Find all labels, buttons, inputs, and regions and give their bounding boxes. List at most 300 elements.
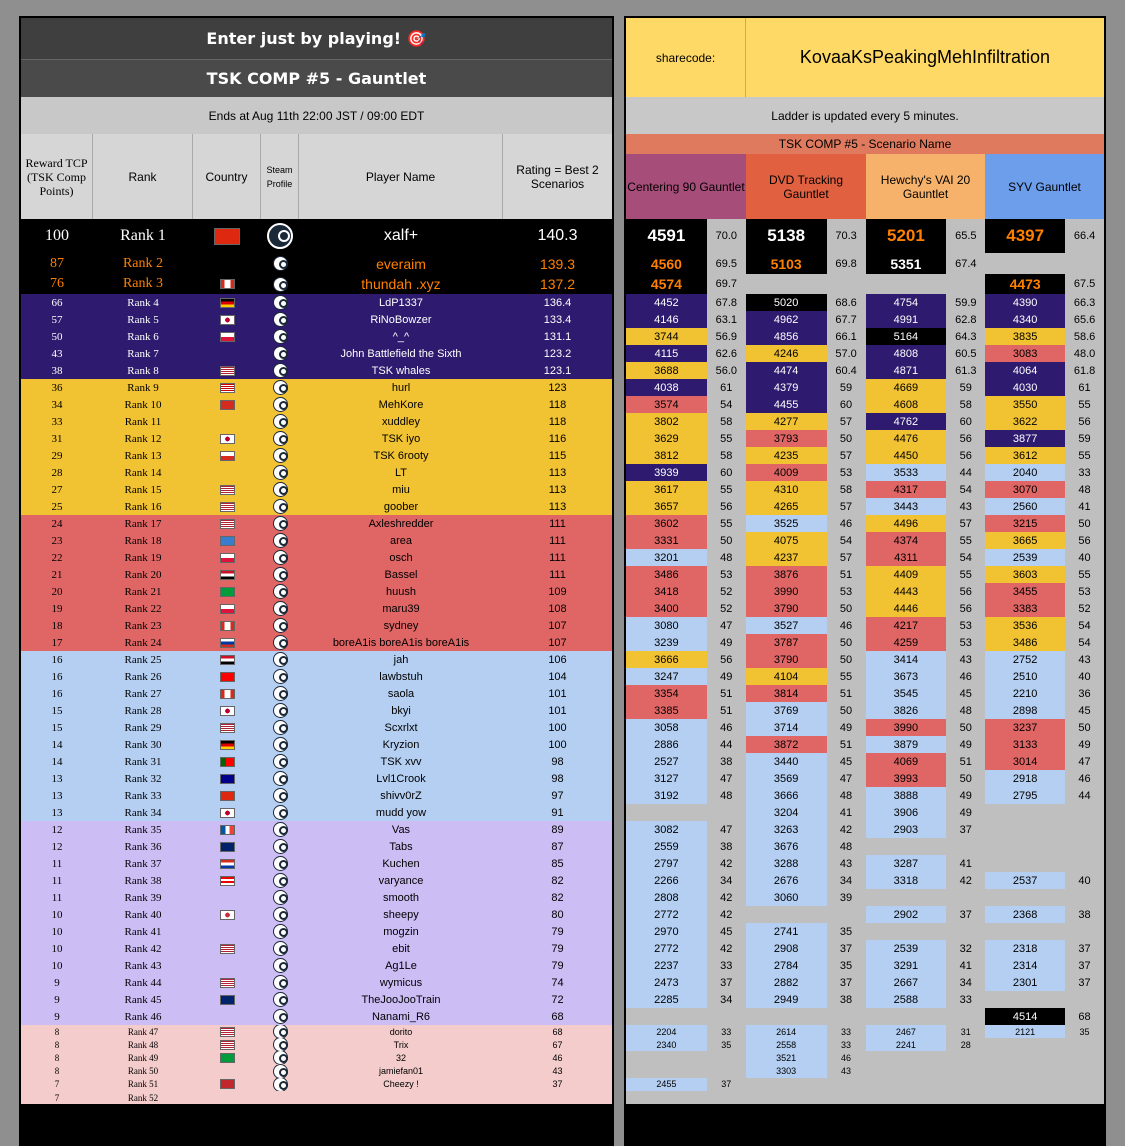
scenario-points (1065, 1091, 1104, 1104)
steam-icon[interactable] (273, 363, 288, 378)
scenario-score (985, 889, 1065, 906)
steam-icon[interactable] (273, 941, 288, 956)
rating: 89 (551, 823, 564, 836)
table-row (21, 770, 612, 787)
rating: 140.3 (537, 227, 578, 244)
player-name[interactable]: mogzin (383, 925, 419, 938)
steam-icon[interactable] (273, 312, 288, 327)
scenario-points: 33 (707, 1025, 746, 1038)
steam-cell (261, 668, 299, 685)
flag-icon (220, 995, 235, 1005)
scenario-points: 41 (946, 957, 985, 974)
steam-icon[interactable] (273, 482, 288, 497)
country-cell (193, 889, 261, 906)
steam-icon[interactable] (273, 669, 288, 684)
scenario-score: 4235 (746, 447, 827, 464)
scenario-points (1065, 1038, 1104, 1051)
flag-icon (220, 502, 235, 512)
steam-icon[interactable] (273, 533, 288, 548)
steam-icon[interactable] (273, 1038, 288, 1051)
scenario-points: 59 (827, 379, 866, 396)
reward-tcp: 66 (51, 296, 63, 309)
player-name[interactable]: mudd yow (375, 806, 427, 819)
player-name[interactable]: John Battlefield the Sixth (340, 347, 462, 360)
reward-tcp: 50 (51, 330, 63, 343)
score-row (626, 464, 1104, 481)
player-name[interactable]: 32 (395, 1052, 406, 1063)
table-row (21, 991, 612, 1008)
rank: Rank 50 (127, 1066, 159, 1077)
player-name[interactable]: Bassel (384, 568, 418, 581)
scenario-score: 4474 (746, 362, 827, 379)
scenario-points: 47 (707, 821, 746, 838)
steam-icon[interactable] (273, 601, 288, 616)
scenario-score: 2949 (746, 991, 827, 1008)
reward-tcp: 7 (54, 1079, 60, 1090)
steam-icon[interactable] (273, 686, 288, 701)
scenario-score: 4115 (626, 345, 707, 362)
table-row (21, 447, 612, 464)
player-name[interactable]: xuddley (382, 415, 420, 428)
rank: Rank 36 (124, 840, 162, 853)
scenario-points: 55 (707, 515, 746, 532)
steam-icon[interactable] (273, 277, 288, 292)
country-cell (193, 498, 261, 515)
player-name[interactable]: hurl (391, 381, 411, 394)
table-row (21, 345, 612, 362)
scenario-score: 4217 (866, 617, 947, 634)
scenario-score: 4455 (746, 396, 827, 413)
rank: Rank 38 (124, 874, 162, 887)
player-name[interactable]: everaim (376, 255, 426, 272)
scenario-points: 57 (946, 515, 985, 532)
player-name[interactable]: TSK xvv (380, 755, 422, 768)
player-name[interactable]: area (389, 534, 413, 547)
flag-icon (220, 876, 235, 886)
steam-cell (261, 770, 299, 787)
scenario-score (746, 274, 827, 294)
steam-icon[interactable] (273, 924, 288, 939)
reward-tcp: 7 (54, 1092, 60, 1103)
scenario-points: 54 (707, 396, 746, 413)
country-cell (193, 787, 261, 804)
steam-icon[interactable] (273, 448, 288, 463)
flag-icon (220, 553, 235, 563)
score-row (626, 379, 1104, 396)
reward-tcp: 21 (51, 568, 63, 581)
scenario-score (866, 889, 947, 906)
player-name[interactable]: ebit (392, 942, 410, 955)
rank: Rank 29 (124, 721, 162, 734)
steam-icon[interactable] (273, 720, 288, 735)
scenario-points: 63.1 (707, 311, 746, 328)
scenario-score: 3287 (866, 855, 947, 872)
player-name[interactable]: jamiefan01 (378, 1066, 424, 1077)
steam-cell (261, 787, 299, 804)
player-name[interactable]: TSK whales (371, 364, 431, 377)
scenario-score: 3486 (626, 566, 707, 583)
player-name[interactable]: osch (389, 551, 413, 564)
player-name[interactable]: xalf+ (383, 227, 419, 244)
steam-cell (261, 274, 299, 294)
score-row (626, 991, 1104, 1008)
score-row (626, 753, 1104, 770)
country-cell (193, 219, 261, 253)
player-name[interactable]: miu (392, 483, 410, 496)
scenario-points (946, 923, 985, 940)
scenario-points: 55 (946, 566, 985, 583)
rank: Rank 18 (124, 534, 162, 547)
steam-icon[interactable] (273, 805, 288, 820)
steam-icon[interactable] (273, 380, 288, 395)
score-row (626, 311, 1104, 328)
steam-icon[interactable] (273, 397, 288, 412)
scenario-points (946, 838, 985, 855)
steam-icon[interactable] (273, 856, 288, 871)
scenario-score: 2241 (866, 1038, 947, 1051)
scenario-score: 3525 (746, 515, 827, 532)
scenario-score: 3083 (985, 345, 1065, 362)
flag-icon (220, 434, 235, 444)
player-name[interactable]: Nanami_R6 (371, 1010, 431, 1023)
rating: 133.4 (543, 313, 572, 326)
flag-icon (220, 485, 235, 495)
rating: 136.4 (543, 296, 572, 309)
rank: Rank 26 (124, 670, 162, 683)
scenario-points: 55 (946, 532, 985, 549)
rating: 113 (548, 500, 567, 513)
country-cell (193, 872, 261, 889)
scenario-points: 51 (946, 753, 985, 770)
scenario-points: 70.3 (827, 219, 866, 253)
reward-tcp: 87 (50, 255, 64, 271)
rank: Rank 5 (127, 313, 159, 326)
player-name[interactable]: Vas (391, 823, 411, 836)
table-row (21, 464, 612, 481)
table-row (21, 515, 612, 532)
steam-cell (261, 294, 299, 311)
player-name[interactable]: wymicus (379, 976, 423, 989)
scenario-points: 67.7 (827, 311, 866, 328)
reward-tcp: 11 (51, 857, 63, 870)
player-name[interactable]: saola (387, 687, 415, 700)
scenario-score (985, 804, 1065, 821)
rank: Rank 28 (124, 704, 162, 717)
scenario-score: 3888 (866, 787, 947, 804)
scenario-score: 2121 (985, 1025, 1065, 1038)
scenario-score: 3877 (985, 430, 1065, 447)
col-steam: Steam Profile (261, 134, 299, 219)
player-name[interactable]: boreA1is boreA1is boreA1is (332, 636, 470, 649)
player-name[interactable]: LdP1337 (378, 296, 424, 309)
steam-icon[interactable] (273, 992, 288, 1007)
player-name[interactable]: smooth (382, 891, 420, 904)
reward-tcp: 11 (51, 891, 63, 904)
scenario-points: 33 (827, 1038, 866, 1051)
steam-icon[interactable] (273, 550, 288, 565)
steam-icon[interactable] (273, 907, 288, 922)
scenario-points: 59 (946, 379, 985, 396)
rank: Rank 40 (124, 908, 162, 921)
player-name[interactable]: TSK iyo (381, 432, 421, 445)
steam-cell (261, 1091, 299, 1104)
score-row (626, 957, 1104, 974)
player-name[interactable]: huush (386, 585, 416, 598)
sharecode-label: sharecode: (626, 18, 746, 97)
steam-icon[interactable] (273, 618, 288, 633)
player-name[interactable]: goober (383, 500, 419, 513)
steam-icon[interactable] (273, 754, 288, 769)
reward-tcp: 25 (51, 500, 63, 513)
steam-icon[interactable] (273, 346, 288, 361)
steam-icon[interactable] (273, 839, 288, 854)
steam-icon[interactable] (273, 737, 288, 752)
rating: 108 (548, 602, 567, 615)
scenario-points: 53 (827, 583, 866, 600)
scenario-score: 4591 (626, 219, 707, 253)
player-name[interactable]: dorito (389, 1026, 413, 1037)
scenario-points (827, 1078, 866, 1091)
scenario-score: 4496 (866, 515, 947, 532)
reward-tcp: 8 (54, 1066, 60, 1077)
scenario-points: 65.5 (946, 219, 985, 253)
steam-icon[interactable] (267, 223, 293, 249)
player-name[interactable]: maru39 (382, 602, 420, 615)
scenario-score: 3354 (626, 685, 707, 702)
steam-icon[interactable] (273, 567, 288, 582)
scenario-points: 62.6 (707, 345, 746, 362)
player-name[interactable]: Trix (393, 1039, 409, 1050)
steam-icon[interactable] (273, 635, 288, 650)
scenario-score: 2808 (626, 889, 707, 906)
rank: Rank 23 (124, 619, 162, 632)
reward-tcp: 28 (51, 466, 63, 479)
score-row (626, 253, 1104, 274)
player-name[interactable]: ^_^ (392, 330, 410, 343)
reward-tcp: 33 (51, 415, 63, 428)
end-date: Ends at Aug 11th 22:00 JST / 09:00 EDT (21, 97, 612, 134)
scenario-score: 2908 (746, 940, 827, 957)
player-name[interactable]: jah (393, 653, 409, 666)
scenario-points: 43 (946, 651, 985, 668)
scenario-score (985, 1065, 1065, 1078)
steam-cell (261, 430, 299, 447)
player-name[interactable]: Tabs (389, 840, 413, 853)
steam-icon[interactable] (273, 975, 288, 990)
player-name[interactable]: TSK 6rooty (373, 449, 429, 462)
player-name[interactable]: thundah .xyz (361, 276, 441, 292)
player-name[interactable]: shivv0rZ (380, 789, 422, 802)
player-name[interactable]: Cheezy ! (383, 1079, 419, 1090)
flag-icon (220, 910, 235, 920)
steam-icon[interactable] (273, 1025, 288, 1038)
rating: 43 (552, 1066, 563, 1077)
rating: 116 (548, 432, 567, 445)
scenario-score: 3569 (746, 770, 827, 787)
flag-icon (220, 808, 235, 818)
steam-icon[interactable] (273, 414, 288, 429)
player-name[interactable]: MehKore (378, 398, 424, 411)
score-row (626, 838, 1104, 855)
scenario-score: 4379 (746, 379, 827, 396)
scenario-col-3: Hewchy's VAI 20 Gauntlet (866, 154, 985, 219)
steam-icon[interactable] (273, 1065, 288, 1078)
steam-icon[interactable] (273, 499, 288, 514)
steam-icon[interactable] (273, 1078, 288, 1091)
scenario-score: 3414 (866, 651, 947, 668)
scenario-score: 2340 (626, 1038, 707, 1051)
scenario-points: 60 (827, 396, 866, 413)
steam-icon[interactable] (273, 958, 288, 973)
scenario-points: 56.0 (707, 362, 746, 379)
scenario-points: 50 (1065, 719, 1104, 736)
player-name[interactable]: Kryzion (382, 738, 420, 751)
score-row (626, 804, 1104, 821)
scenario-points: 37 (707, 1078, 746, 1091)
rating: 82 (551, 891, 564, 904)
scenario-score (866, 923, 947, 940)
player-name[interactable]: Scxrlxt (384, 721, 418, 734)
reward-tcp: 31 (51, 432, 63, 445)
scenario-score: 2614 (746, 1025, 827, 1038)
sharecode-value[interactable]: KovaaKsPeakingMehInfiltration (746, 18, 1104, 97)
rating: 79 (551, 959, 564, 972)
rank: Rank 32 (124, 772, 162, 785)
scenario-points: 70.0 (707, 219, 746, 253)
scenario-score: 4452 (626, 294, 707, 311)
scenario-points: 47 (707, 770, 746, 787)
country-cell (193, 906, 261, 923)
rating (503, 1091, 612, 1104)
steam-icon[interactable] (273, 1051, 288, 1064)
table-row (21, 668, 612, 685)
steam-icon[interactable] (273, 256, 288, 271)
steam-cell (261, 219, 299, 253)
steam-icon[interactable] (273, 873, 288, 888)
player-name[interactable]: sheepy (383, 908, 419, 921)
scenario-points: 49 (707, 668, 746, 685)
steam-cell (261, 923, 299, 940)
scenario-points: 47 (707, 617, 746, 634)
rating: 123 (548, 381, 567, 394)
scenario-score (985, 855, 1065, 872)
player-name[interactable]: Ag1Le (385, 959, 417, 972)
scenario-points: 42 (707, 855, 746, 872)
rating: 137.2 (539, 276, 576, 292)
player-name[interactable] (299, 1091, 503, 1104)
scenario-score: 3790 (746, 651, 827, 668)
player-name[interactable]: Kuchen (382, 857, 420, 870)
scenario-score: 2266 (626, 872, 707, 889)
country-cell (193, 821, 261, 838)
rank: Rank 7 (127, 347, 159, 360)
player-name[interactable]: varyance (378, 874, 424, 887)
score-row (626, 294, 1104, 311)
country-cell (193, 1078, 261, 1091)
scenario-score: 2467 (866, 1025, 947, 1038)
rating: 104 (548, 670, 567, 683)
scenario-score: 3612 (985, 447, 1065, 464)
rating: 100 (548, 738, 567, 751)
reward-tcp: 9 (54, 993, 60, 1006)
table-row (21, 821, 612, 838)
steam-icon[interactable] (273, 652, 288, 667)
player-name[interactable]: lawbstuh (379, 670, 423, 683)
steam-icon[interactable] (273, 295, 288, 310)
scenario-score (985, 1051, 1065, 1064)
steam-cell (261, 906, 299, 923)
steam-icon[interactable] (273, 822, 288, 837)
scenario-score: 3288 (746, 855, 827, 872)
scenario-points: 50 (827, 600, 866, 617)
steam-icon[interactable] (273, 1009, 288, 1024)
scenario-score: 4310 (746, 481, 827, 498)
scenario-score: 2040 (985, 464, 1065, 481)
table-row (21, 753, 612, 770)
steam-icon[interactable] (273, 329, 288, 344)
steam-icon[interactable] (273, 465, 288, 480)
player-name[interactable]: sydney (383, 619, 419, 632)
scenario-points: 38 (707, 753, 746, 770)
scenario-score: 4265 (746, 498, 827, 515)
reward-tcp: 8 (54, 1052, 60, 1063)
reward-tcp: 16 (51, 687, 63, 700)
player-name[interactable]: LT (394, 466, 408, 479)
steam-icon[interactable] (273, 788, 288, 803)
steam-icon[interactable] (273, 516, 288, 531)
rank: Rank 49 (127, 1052, 159, 1063)
steam-icon[interactable] (273, 431, 288, 446)
scenario-score (985, 1038, 1065, 1051)
scenario-points: 62.8 (946, 311, 985, 328)
scenario-score: 3385 (626, 702, 707, 719)
scenario-points: 55 (827, 668, 866, 685)
scenario-points: 53 (707, 566, 746, 583)
steam-icon[interactable] (273, 890, 288, 905)
flag-icon (220, 944, 235, 954)
scenario-score: 3521 (746, 1051, 827, 1064)
country-cell (193, 328, 261, 345)
scenario-score: 4104 (746, 668, 827, 685)
scenario-score: 3714 (746, 719, 827, 736)
rank: Rank 25 (124, 653, 162, 666)
steam-cell (261, 1065, 299, 1078)
reward-tcp: 10 (51, 942, 63, 955)
score-row (626, 770, 1104, 787)
scenario-score (985, 253, 1065, 274)
scenario-score (626, 804, 707, 821)
scenario-score: 3383 (985, 600, 1065, 617)
scenario-points: 45 (946, 685, 985, 702)
steam-icon[interactable] (273, 584, 288, 599)
scenario-score: 3603 (985, 566, 1065, 583)
score-row (626, 1008, 1104, 1025)
player-name[interactable]: Axleshredder (368, 517, 434, 530)
steam-icon[interactable] (273, 703, 288, 718)
player-name[interactable]: bkyi (391, 704, 411, 717)
score-row (626, 498, 1104, 515)
table-row (21, 311, 612, 328)
rank: Rank 10 (124, 398, 162, 411)
player-name[interactable]: TheJooJooTrain (361, 993, 441, 1006)
steam-icon[interactable] (273, 771, 288, 786)
scenario-points: 56 (707, 498, 746, 515)
scenario-points: 48 (1065, 481, 1104, 498)
scenario-score: 3814 (746, 685, 827, 702)
player-name[interactable]: Lvl1Crook (376, 772, 426, 785)
player-name[interactable]: RiNoBowzer (370, 313, 432, 326)
scenario-score: 3629 (626, 430, 707, 447)
